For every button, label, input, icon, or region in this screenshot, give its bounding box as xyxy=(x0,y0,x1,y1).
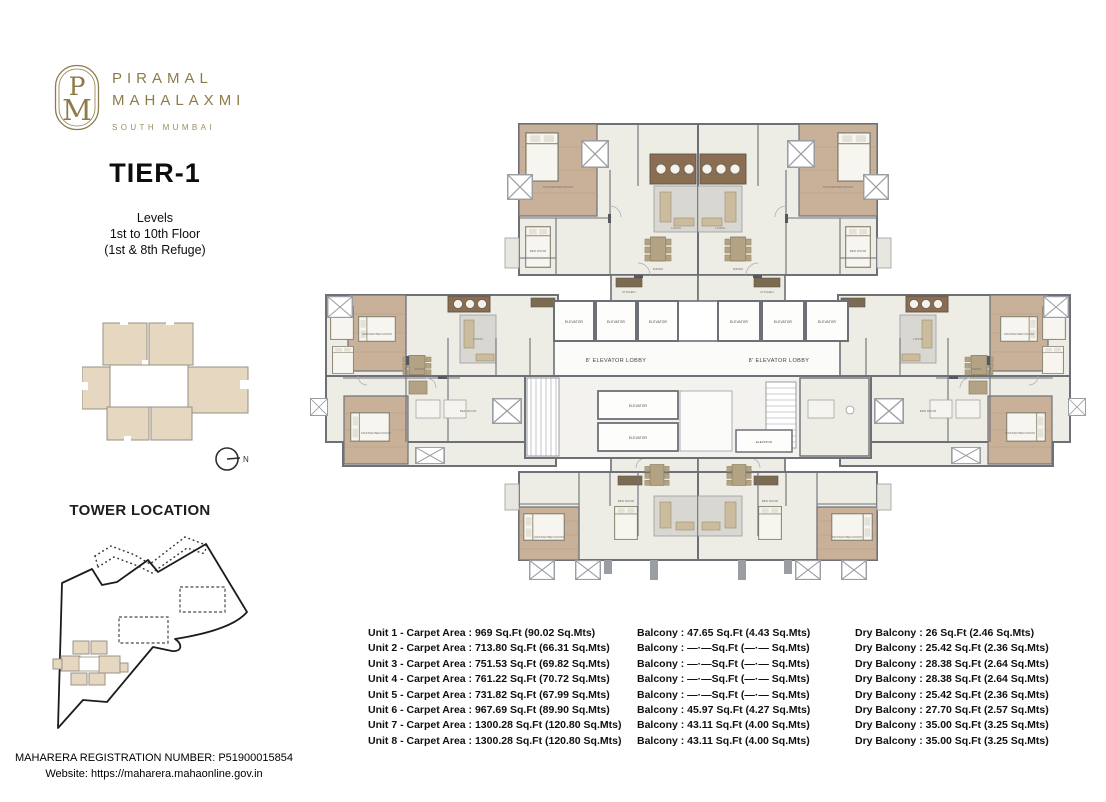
left-wing xyxy=(310,295,558,466)
levels-line2: 1st to 10th Floor xyxy=(109,227,201,241)
brand-name xyxy=(112,68,245,139)
maharera-website: Website: https://maharera.mahaonline.gov.in xyxy=(45,768,263,780)
brand-name-line2: MAHALAXMI xyxy=(112,92,246,109)
room-label: DINING xyxy=(732,267,744,271)
elevator-core xyxy=(525,301,871,458)
elevator-label: ELEVATOR xyxy=(817,320,837,324)
room-label: BED ROOM xyxy=(849,249,867,253)
compass-north-label: N xyxy=(243,455,249,464)
room-label: MASTER BED ROOM xyxy=(362,332,392,336)
brand-name-line1: PIRAMAL xyxy=(112,70,213,87)
unit-carpet-row: Unit 1 - Carpet Area : 969 Sq.Ft (90.02 Sq.Mts) xyxy=(368,627,596,639)
unit-carpet-row: Unit 2 - Carpet Area : 713.80 Sq.Ft (66.31 Sq.Mts) xyxy=(368,642,610,655)
unit-dry-balcony-row: Dry Balcony : 28.38 Sq.Ft (2.64 Sq.Mts) xyxy=(855,673,1049,686)
room-label: BED ROOM xyxy=(529,249,547,253)
unit-carpet-row: Unit 5 - Carpet Area : 731.82 Sq.Ft (67.99 Sq.Mts) xyxy=(368,688,610,701)
unit-balcony-row: Balcony : 45.97 Sq.Ft (4.27 Sq.Mts) xyxy=(637,704,811,717)
room-label: BED ROOM xyxy=(617,499,635,503)
room-label: LIVING xyxy=(473,337,483,341)
room-label: MASTER BED ROOM xyxy=(361,431,391,435)
room-label: KITCHEN xyxy=(622,290,636,294)
unit-dry-balcony-column xyxy=(855,626,1049,749)
unit-balcony-row: Balcony : 47.65 Sq.Ft (4.43 Sq.Mts) xyxy=(637,627,811,639)
elevator-label: ELEVATOR xyxy=(628,404,648,408)
key-plan-bottom-left-lobe xyxy=(107,407,149,440)
top-wing xyxy=(505,124,698,301)
key-plan-right-arm xyxy=(188,367,248,413)
tier-title: TIER-1 xyxy=(109,158,201,188)
room-label: MASTER BED ROOM xyxy=(832,535,862,539)
unit-balcony-row: Balcony : —·—Sq.Ft (—·— Sq.Mts) xyxy=(637,688,810,701)
room-label: MASTER BED ROOM xyxy=(1004,332,1034,336)
room-label: DINING xyxy=(652,267,664,271)
site-plot-dashed-2 xyxy=(119,617,168,643)
unit-balcony-column xyxy=(637,626,810,749)
logo-monogram-m: M xyxy=(62,93,92,127)
room-label: MASTER BED ROOM xyxy=(823,185,853,189)
unit-dry-balcony-row: Dry Balcony : 28.38 Sq.Ft (2.64 Sq.Mts) xyxy=(855,657,1049,670)
elevator-label: ELEVATOR xyxy=(729,320,749,324)
key-plan xyxy=(82,316,254,448)
elevator-label: ELEVATOR xyxy=(648,320,668,324)
unit-carpet-row: Unit 8 - Carpet Area : 1300.28 Sq.Ft (120.80 Sq.Mts) xyxy=(368,734,622,747)
stair-left xyxy=(527,378,559,456)
key-plan-top-left-lobe xyxy=(103,323,147,365)
unit-balcony-row: Balcony : —·—Sq.Ft (—·— Sq.Mts) xyxy=(637,673,810,686)
compass xyxy=(213,445,257,473)
room-label: LIVING xyxy=(671,226,681,230)
room-label: MASTER BED ROOM xyxy=(1005,431,1035,435)
room-label: DINING xyxy=(414,367,426,371)
room-label: KITCHEN xyxy=(760,290,774,294)
room-label: BED ROOM xyxy=(919,409,937,413)
key-plan-top-right-lobe xyxy=(149,323,193,365)
room-label: MASTER BED ROOM xyxy=(534,535,564,539)
room-label: BED ROOM xyxy=(459,409,477,413)
unit-carpet-row: Unit 6 - Carpet Area : 967.69 Sq.Ft (89.90 Sq.Mts) xyxy=(368,704,610,717)
room-label: DINING xyxy=(970,367,982,371)
room-label: LIVING xyxy=(913,337,923,341)
lift-lobby xyxy=(680,391,732,451)
elevator-label: ELEVATOR xyxy=(606,320,626,324)
unit-dry-balcony-row: Dry Balcony : 26 Sq.Ft (2.46 Sq.Mts) xyxy=(855,627,1035,639)
right-wing xyxy=(838,295,1086,466)
brand-logo xyxy=(54,64,100,132)
bottom-wing xyxy=(505,458,698,580)
elevator-label: ELEVATOR xyxy=(755,440,773,444)
site-map xyxy=(35,525,265,745)
top-wing-mirror xyxy=(698,124,891,301)
tower-location-title: TOWER LOCATION xyxy=(69,502,211,519)
unit-balcony-row: Balcony : 43.11 Sq.Ft (4.00 Sq.Mts) xyxy=(637,719,810,732)
site-plot-dashed-1 xyxy=(180,587,225,612)
unit-carpet-row: Unit 4 - Carpet Area : 761.22 Sq.Ft (70.72 Sq.Mts) xyxy=(368,673,610,686)
levels-line3: (1st & 8th Refuge) xyxy=(104,243,206,257)
unit-dry-balcony-row: Dry Balcony : 27.70 Sq.Ft (2.57 Sq.Mts) xyxy=(855,704,1049,717)
site-boundary xyxy=(58,544,247,728)
brand-tagline: SOUTH MUMBAI xyxy=(112,123,216,132)
unit-dry-balcony-row: Dry Balcony : 35.00 Sq.Ft (3.25 Sq.Mts) xyxy=(855,734,1049,747)
footer xyxy=(6,750,302,782)
unit-dry-balcony-row: Dry Balcony : 25.42 Sq.Ft (2.36 Sq.Mts) xyxy=(855,642,1049,655)
room-label: LIVING xyxy=(715,226,725,230)
room-label: BED ROOM xyxy=(761,499,779,503)
unit-carpet-row: Unit 3 - Carpet Area : 751.53 Sq.Ft (69.82 Sq.Mts) xyxy=(368,657,610,670)
site-tower-core xyxy=(79,657,99,671)
floor-plan xyxy=(298,110,1092,622)
key-plan-core xyxy=(110,365,188,407)
elevator-lobby-label: 8' ELEVATOR LOBBY xyxy=(748,358,810,364)
unit-balcony-row: Balcony : 43.11 Sq.Ft (4.00 Sq.Mts) xyxy=(637,734,810,747)
room-label: MASTER BED ROOM xyxy=(543,185,573,189)
compass-needle xyxy=(227,458,240,459)
unit-carpet-row: Unit 7 - Carpet Area : 1300.28 Sq.Ft (120.80 Sq.Mts) xyxy=(368,719,622,732)
elevator-label: ELEVATOR xyxy=(773,320,793,324)
elevator-lobby-label: 8' ELEVATOR LOBBY xyxy=(585,358,647,364)
unit-dry-balcony-row: Dry Balcony : 35.00 Sq.Ft (3.25 Sq.Mts) xyxy=(855,719,1049,732)
unit-carpet-column xyxy=(368,626,621,749)
unit-balcony-row: Balcony : —·—Sq.Ft (—·— Sq.Mts) xyxy=(637,642,810,655)
bottom-wing-mirror xyxy=(698,458,891,580)
key-plan-bottom-right-lobe xyxy=(151,407,192,440)
maharera-registration: MAHARERA REGISTRATION NUMBER: P51900015854 xyxy=(15,752,293,764)
logo-monogram-p: P xyxy=(68,72,86,101)
elevator-label: ELEVATOR xyxy=(628,436,648,440)
elevator-label: ELEVATOR xyxy=(564,320,584,324)
levels-block xyxy=(45,210,265,258)
site-map-dotted-road xyxy=(95,537,206,573)
levels-line1: Levels xyxy=(136,211,174,225)
unit-balcony-row: Balcony : —·—Sq.Ft (—·— Sq.Mts) xyxy=(637,657,810,670)
unit-dry-balcony-row: Dry Balcony : 25.42 Sq.Ft (2.36 Sq.Mts) xyxy=(855,688,1049,701)
